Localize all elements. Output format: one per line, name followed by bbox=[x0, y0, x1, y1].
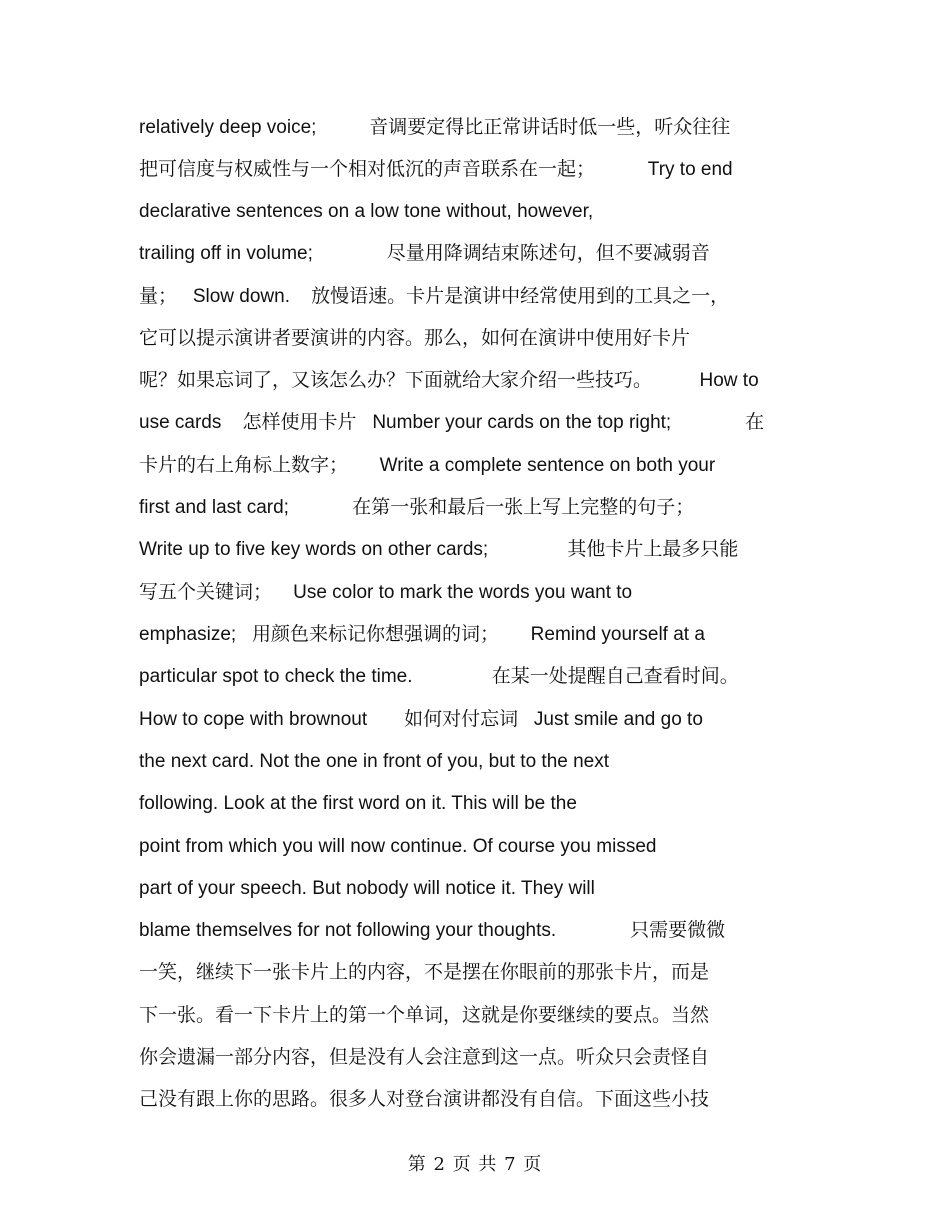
text-line: relatively deep voice; 音调要定得比正常讲话时低一些，听众往往 bbox=[139, 117, 731, 138]
text-line: use cards 怎样使用卡片 Number your cards on the top right; 在 bbox=[139, 412, 765, 433]
text-line: 一笑，继续下一张卡片上的内容，不是摆在你眼前的那张卡片，而是 bbox=[139, 962, 710, 983]
text-line: 它可以提示演讲者要演讲的内容。那么，如何在演讲中使用好卡片 bbox=[139, 328, 691, 349]
text-line: 你会遗漏一部分内容，但是没有人会注意到这一点。听众只会责怪自 bbox=[139, 1047, 710, 1068]
text-line: 量； Slow down. 放慢语速。卡片是演讲中经常使用到的工具之一， bbox=[139, 286, 730, 307]
text-line: How to cope with brownout 如何对付忘词 Just smile and go to bbox=[139, 709, 703, 730]
text-line: 把可信度与权威性与一个相对低沉的声音联系在一起； Try to end bbox=[139, 159, 733, 180]
text-line: point from which you will now continue. Of course you missed bbox=[139, 836, 657, 857]
text-line: declarative sentences on a low tone without, however, bbox=[139, 201, 594, 222]
text-line: 下一张。看一下卡片上的第一个单词，这就是你要继续的要点。当然 bbox=[139, 1005, 710, 1026]
text-line: first and last card; 在第一张和最后一张上写上完整的句子； bbox=[139, 497, 695, 518]
text-line: Write up to five key words on other cards; 其他卡片上最多只能 bbox=[139, 539, 739, 560]
text-line: emphasize; 用颜色来标记你想强调的词； Remind yourself at a bbox=[139, 624, 705, 645]
text-line: 卡片的右上角标上数字； Write a complete sentence on both your bbox=[139, 455, 716, 476]
page-number-footer: 第 2 页 共 7 页 bbox=[407, 1154, 543, 1175]
text-line: particular spot to check the time. 在某一处提醒自己查看时间。 bbox=[139, 666, 739, 687]
text-line: part of your speech. But nobody will notice it. They will bbox=[139, 878, 595, 899]
text-line: following. Look at the first word on it. This will be the bbox=[139, 793, 577, 814]
text-line: 呢？如果忘词了，又该怎么办？下面就给大家介绍一些技巧。 How to bbox=[139, 370, 759, 391]
text-line: the next card. Not the one in front of you, but to the next bbox=[139, 751, 610, 772]
text-line: blame themselves for not following your thoughts. 只需要微微 bbox=[139, 920, 726, 941]
text-line: 己没有跟上你的思路。很多人对登台演讲都没有自信。下面这些小技 bbox=[139, 1089, 710, 1110]
text-line: 写五个关键词； Use color to mark the words you want to bbox=[139, 582, 633, 603]
text-line: trailing off in volume; 尽量用降调结束陈述句，但不要减弱音 bbox=[139, 243, 710, 264]
